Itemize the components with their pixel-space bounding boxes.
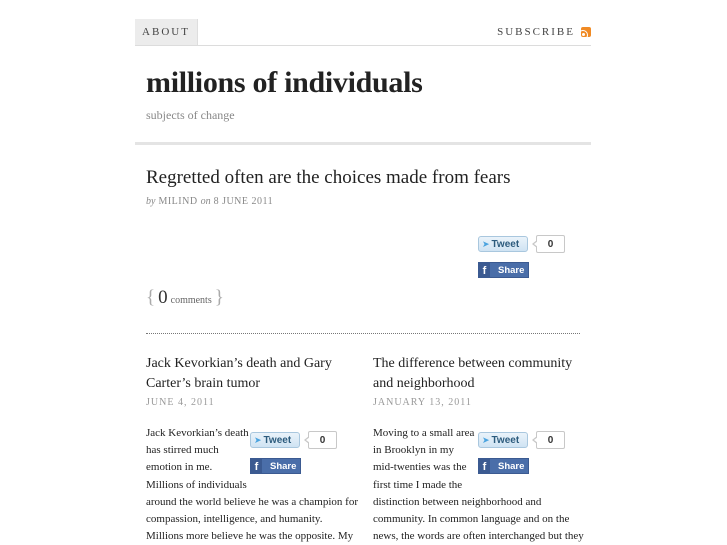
byline-date: 8 JUNE 2011 [213, 196, 274, 207]
excerpt-line: news, the words are often interchanged but they [373, 530, 584, 543]
excerpt-line: compassion, intelligence, and humanity. [146, 513, 323, 526]
card-excerpt [146, 425, 358, 545]
share-label: Share [498, 264, 525, 276]
card-title-line: Jack Kevorkian’s death and Gary [146, 356, 332, 371]
facebook-icon: f [479, 263, 490, 277]
share-label: Share [498, 460, 525, 472]
facebook-icon: f [479, 459, 490, 473]
header-divider [135, 142, 591, 145]
excerpt-line: Jack Kevorkian’s death [146, 427, 249, 439]
tweet-label: Tweet [491, 434, 520, 446]
tweet-label: Tweet [263, 434, 292, 446]
card-title-line: and neighborhood [373, 376, 475, 391]
post-title[interactable]: Regretted often are the choices made from fears [146, 167, 511, 188]
card-excerpt [373, 425, 585, 545]
facebook-icon: f [251, 459, 262, 473]
card-title-line: Carter’s brain tumor [146, 376, 261, 391]
tweet-count: 0 [536, 235, 565, 253]
tweet-count: 0 [536, 431, 565, 449]
excerpt-line: distinction between neighborhood and [373, 495, 542, 508]
subscribe-label: SUBSCRIBE [497, 26, 575, 38]
share-label: Share [270, 460, 297, 472]
excerpt-line: mid-twenties was the [373, 461, 467, 474]
card-date: JANUARY 13, 2011 [373, 397, 472, 408]
comments-close-brace: } [214, 287, 224, 308]
excerpt-line: Moving to a small area [373, 427, 475, 439]
excerpt-line: in Brooklyn in my [373, 444, 454, 457]
excerpt-line: community. In common language and on the [373, 513, 570, 526]
comments-open-brace: { [146, 287, 156, 308]
byline-on: on [200, 196, 211, 207]
excerpt-line: Millions of individuals [146, 478, 247, 491]
section-divider [146, 333, 580, 334]
byline-by: by [146, 196, 156, 207]
site-title[interactable]: millions of individuals [146, 66, 423, 99]
rss-icon [581, 27, 591, 37]
twitter-bird-icon: ➤ [254, 434, 262, 445]
comments-count: 0 [158, 287, 168, 308]
excerpt-line: Millions more believe he was the opposite. My [146, 530, 354, 543]
card-date: JUNE 4, 2011 [146, 397, 215, 408]
subscribe-link[interactable] [497, 19, 591, 45]
excerpt-line: around the world believe he was a champion for [146, 495, 358, 508]
card-title-line: The difference between community [373, 356, 573, 371]
top-nav [135, 19, 591, 46]
tweet-button[interactable] [478, 236, 528, 252]
twitter-bird-icon: ➤ [482, 434, 490, 445]
excerpt-line: first time I made the [373, 478, 463, 491]
tweet-label: Tweet [491, 238, 520, 250]
facebook-share-button[interactable] [478, 262, 529, 278]
twitter-bird-icon: ➤ [482, 238, 490, 249]
post-byline [146, 196, 273, 207]
site-tagline: subjects of change [146, 108, 235, 122]
card-title[interactable] [146, 354, 358, 394]
tweet-count: 0 [308, 431, 337, 449]
about-link[interactable]: ABOUT [135, 19, 198, 45]
comments-label: comments [170, 295, 212, 306]
comments-link[interactable] [146, 287, 224, 309]
excerpt-line: emotion in me. [146, 461, 213, 474]
excerpt-line: has stirred much [146, 444, 219, 457]
byline-author[interactable]: MILIND [158, 196, 198, 207]
card-title[interactable] [373, 354, 585, 394]
